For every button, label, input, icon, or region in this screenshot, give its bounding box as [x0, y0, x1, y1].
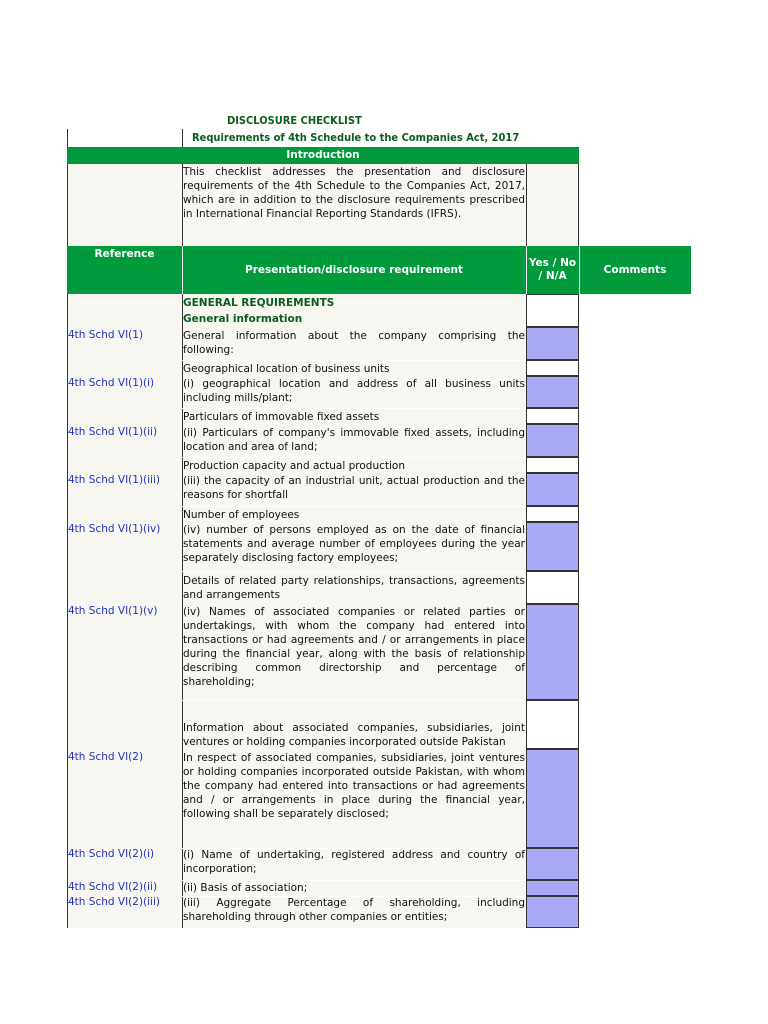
answer-cell-row-3[interactable]: [526, 473, 579, 506]
row-separator: [182, 700, 526, 701]
left-border-top: [67, 129, 68, 147]
answer-cell-section[interactable]: [526, 294, 579, 327]
answer-cell-row-4[interactable]: [526, 522, 579, 571]
header-comments: Comments: [579, 246, 691, 294]
row-heading: Geographical location of business units: [183, 363, 390, 375]
answer-cell-row-0[interactable]: [526, 327, 579, 360]
subsection-heading: General information: [183, 313, 303, 325]
answer-cell-row-1[interactable]: [526, 376, 579, 408]
row-reference: 4th Schd VI(2)(iii): [68, 896, 160, 908]
row-separator: [182, 506, 526, 507]
answer-cell-row-2[interactable]: [526, 424, 579, 457]
intro-ref-cell: [67, 164, 182, 246]
header-reference: Reference: [67, 246, 182, 294]
row-text: General information about the company comprising the following:: [183, 330, 525, 356]
row-text: (iv) number of persons employed as on the date of financial statements and average number of employees during the year separately disclosing factory employees;: [183, 524, 525, 564]
row-text: (i) Name of undertaking, registered address and country of incorporation;: [183, 849, 525, 875]
row-separator: [182, 457, 526, 458]
intro-divider-right: [526, 164, 527, 246]
answer-cell-heading-3[interactable]: [526, 457, 579, 473]
checklist-title: DISCLOSURE CHECKLIST: [227, 114, 362, 127]
answer-cell-heading-2[interactable]: [526, 408, 579, 424]
row-reference: 4th Schd VI(1)(iii): [68, 474, 160, 486]
row-reference: 4th Schd VI(2)(i): [68, 848, 155, 860]
row-separator: [182, 408, 526, 409]
answer-cell-row-6[interactable]: [526, 749, 579, 848]
row-reference: 4th Schd VI(2)(ii): [68, 881, 158, 893]
row-reference: 4th Schd VI(1)(i): [68, 377, 155, 389]
row-text: (iii) the capacity of an industrial unit, actual production and the reasons for shortfall: [183, 475, 525, 501]
intro-right-border: [578, 164, 579, 246]
header-divider-3: [579, 246, 580, 294]
answer-cell-heading-6[interactable]: [526, 700, 579, 749]
row-reference: 4th Schd VI(1)(v): [68, 605, 158, 617]
introduction-bar: Introduction: [67, 147, 579, 164]
header-requirement: Presentation/disclosure requirement: [182, 246, 526, 294]
row-separator: [182, 360, 526, 361]
intro-divider: [182, 164, 183, 246]
row-reference: 4th Schd VI(2): [68, 751, 144, 763]
section-heading: GENERAL REQUIREMENTS: [183, 297, 335, 309]
row-heading: Details of related party relationships, transactions, agreements and arrangements: [183, 575, 525, 601]
row-text: (iv) Names of associated companies or related parties or undertakings, with whom the company had entered into transactions or had agreements and / or arrangements in place during the financial year, along with the basis of relationship describing common directorship and percentage of shareholding;: [183, 606, 525, 688]
answer-cell-row-7[interactable]: [526, 848, 579, 880]
checklist-subtitle: Requirements of 4th Schedule to the Companies Act, 2017: [192, 131, 520, 144]
row-heading: Information about associated companies, subsidiaries, joint ventures or holding companies incorporated outside Pakistan: [183, 722, 525, 748]
answer-cell-heading-1[interactable]: [526, 360, 579, 376]
row-reference: 4th Schd VI(1): [68, 329, 144, 341]
intro-text: This checklist addresses the presentation and disclosure requirements of the 4th Schedule to the Companies Act, 2017, which are in addition to the disclosure requirements prescribed in International Financial Reporting Standards (IFRS).: [183, 166, 525, 220]
row-text: (iii) Aggregate Percentage of shareholding, including shareholding through other companies or entities;: [183, 897, 525, 923]
header-divider-1: [182, 246, 183, 294]
answer-cell-heading-5[interactable]: [526, 571, 579, 604]
intro-left-border: [67, 164, 68, 246]
row-text: In respect of associated companies, subsidiaries, joint ventures or holding companies incorporated outside Pakistan, with whom the company had entered into transactions or had agreements and / or arrangements in place during the financial year, following shall be separately disclosed;: [183, 752, 525, 820]
header-divider-2: [526, 246, 527, 294]
answer-cell-heading-4[interactable]: [526, 506, 579, 522]
divider-top: [182, 129, 183, 147]
row-reference: 4th Schd VI(1)(ii): [68, 426, 158, 438]
row-heading: Production capacity and actual production: [183, 460, 406, 472]
answer-cell-row-8[interactable]: [526, 880, 579, 896]
row-heading: Number of employees: [183, 509, 300, 521]
row-reference: 4th Schd VI(1)(iv): [68, 523, 161, 535]
row-heading: Particulars of immovable fixed assets: [183, 411, 380, 423]
row-text: (i) geographical location and address of all business units including mills/plant;: [183, 378, 525, 404]
intro-right-cell: [526, 164, 579, 246]
row-text: (ii) Basis of association;: [183, 882, 308, 894]
row-separator: [182, 571, 526, 572]
answer-cell-row-5[interactable]: [526, 604, 579, 700]
answer-cell-row-9[interactable]: [526, 896, 579, 928]
header-yes-no: Yes / No / N/A: [526, 246, 579, 294]
row-text: (ii) Particulars of company's immovable fixed assets, including location and area of land;: [183, 427, 525, 453]
